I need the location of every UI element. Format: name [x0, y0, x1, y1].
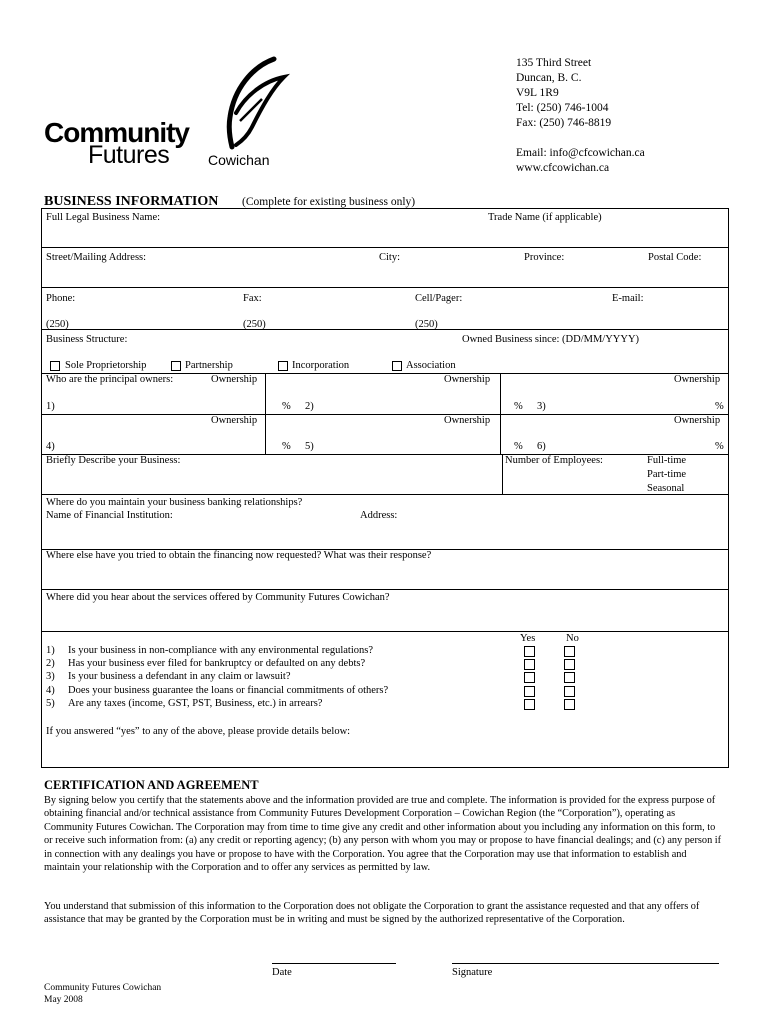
question-1-number: 1) — [46, 645, 55, 656]
question-3-no-checkbox[interactable] — [564, 672, 575, 683]
label-owners: Who are the principal owners: — [46, 374, 174, 385]
question-4-no-checkbox[interactable] — [564, 686, 575, 697]
owner-2-number: 2) — [305, 401, 314, 412]
question-2-no-checkbox[interactable] — [564, 659, 575, 670]
section-title: BUSINESS INFORMATION — [44, 194, 219, 209]
label-yes: Yes — [520, 633, 536, 644]
business-info-form — [41, 208, 729, 768]
logo-community: Community — [44, 117, 189, 148]
incorporation-checkbox[interactable] — [278, 361, 288, 371]
footer-date: May 2008 — [44, 995, 83, 1005]
question-5-yes-checkbox[interactable] — [524, 699, 535, 710]
address-email: Email: info@cfcowichan.ca — [516, 147, 645, 159]
address-postal: V9L 1R9 — [516, 87, 559, 99]
label-full-time: Full-time — [647, 455, 687, 466]
question-2-text: Has your business ever filed for bankruptcy or defaulted on any debts? — [68, 658, 366, 669]
label-hear: Where did you hear about the services offered by Community Futures Cowichan? — [46, 592, 390, 603]
feather-leaf-icon — [212, 55, 292, 150]
question-3-text: Is your business a defendant in any claim or lawsuit? — [68, 671, 291, 682]
label-cell: Cell/Pager: — [415, 293, 463, 304]
question-1-no-checkbox[interactable] — [564, 646, 575, 657]
address-city: Duncan, B. C. — [516, 72, 582, 84]
logo-futures: Futures — [88, 141, 170, 169]
question-4-text: Does your business guarantee the loans or financial commitments of others? — [68, 685, 389, 696]
label-postal: Postal Code: — [648, 252, 702, 263]
date-line[interactable] — [272, 963, 396, 964]
question-5-number: 5) — [46, 698, 55, 709]
question-5-no-checkbox[interactable] — [564, 699, 575, 710]
signature-label: Signature — [452, 967, 493, 978]
certification-paragraph-2 — [44, 900, 724, 927]
partnership-checkbox[interactable] — [171, 361, 181, 371]
certification-paragraph-1 — [44, 794, 724, 874]
certification-title: CERTIFICATION AND AGREEMENT — [44, 778, 259, 792]
question-2-yes-checkbox[interactable] — [524, 659, 535, 670]
certification-text-2: You understand that submission of this information to the Corporation does not obligate the Corporation to grant the assistance requested and that any offers of assistance that may be granted by the Corporation must be in writing and must be signed by the authorized representative of the Corporation. — [44, 901, 700, 926]
address-fax: Fax: (250) 746-8819 — [516, 117, 612, 129]
owner-1-number: 1) — [46, 401, 55, 412]
label-no: No — [566, 633, 579, 644]
label-employees: Number of Employees: — [505, 455, 603, 466]
certification-text-1: By signing below you certify that the statements above and the information provided are true and complete. The information is provided for the express purpose of obtaining financial and/or technical assistance from Community Futures Development Corporation – Cowichan Region (the “Corporation”), operating as Community Futures Cowichan. The Corporation may from time to time give any credit and other information about you including any information on this form, to or receive such information from: (a) any credit or reporting agency; (b) any person with whom you may or propose to have financial dealings; and (c) any person if in connection with any dealings you have or propose to have with the Corporation. You agree that the Corporation may use that information to establish and maintain your relationship with the Corporation and to offer any services as permitted by law. — [44, 795, 722, 874]
owner-3-number: 3) — [537, 401, 546, 412]
question-4-number: 4) — [46, 685, 55, 696]
question-3-number: 3) — [46, 671, 55, 682]
label-incorporation: Incorporation — [292, 360, 350, 371]
label-fax: Fax: — [243, 293, 262, 304]
label-trade-name: Trade Name (if applicable) — [488, 212, 602, 223]
owner-1-percent: % — [282, 401, 291, 412]
owner-4-ownership-label: Ownership — [211, 415, 258, 426]
section-subtitle: (Complete for existing business only) — [242, 196, 416, 208]
sole-proprietorship-checkbox[interactable] — [50, 361, 60, 371]
footer-org: Community Futures Cowichan — [44, 983, 162, 993]
date-label: Date — [272, 967, 292, 978]
address-tel: Tel: (250) 746-1004 — [516, 102, 609, 114]
owner-4-percent: % — [282, 441, 291, 452]
label-structure: Business Structure: — [46, 334, 128, 345]
cell-area-code: (250) — [415, 319, 438, 330]
label-street: Street/Mailing Address: — [46, 252, 147, 263]
label-partnership: Partnership — [185, 360, 233, 371]
label-banking: Where do you maintain your business banking relationships? — [46, 497, 303, 508]
owner-1-ownership-label: Ownership — [211, 374, 258, 385]
label-institution: Name of Financial Institution: — [46, 510, 173, 521]
address-street: 135 Third Street — [516, 57, 592, 69]
label-part-time: Part-time — [647, 469, 687, 480]
association-checkbox[interactable] — [392, 361, 402, 371]
label-phone: Phone: — [46, 293, 76, 304]
label-describe: Briefly Describe your Business: — [46, 455, 181, 466]
owner-3-percent: % — [715, 401, 724, 412]
label-address: Address: — [360, 510, 398, 521]
label-sole-proprietorship: Sole Proprietorship — [65, 360, 147, 371]
logo-cowichan: Cowichan — [208, 152, 270, 168]
address-block — [516, 56, 645, 176]
question-1-yes-checkbox[interactable] — [524, 646, 535, 657]
footer — [44, 982, 161, 1006]
question-2-number: 2) — [46, 658, 55, 669]
owner-3-ownership-label: Ownership — [674, 374, 721, 385]
owner-2-percent: % — [514, 401, 523, 412]
owner-6-number: 6) — [537, 441, 546, 452]
label-province: Province: — [524, 252, 565, 263]
question-3-yes-checkbox[interactable] — [524, 672, 535, 683]
label-city: City: — [379, 252, 401, 263]
owner-5-ownership-label: Ownership — [444, 415, 491, 426]
question-5-text: Are any taxes (income, GST, PST, Business, etc.) in arrears? — [68, 698, 323, 709]
owner-5-percent: % — [514, 441, 523, 452]
signature-line[interactable] — [452, 963, 719, 964]
phone-area-code: (250) — [46, 319, 69, 330]
owner-4-number: 4) — [46, 441, 55, 452]
owner-2-ownership-label: Ownership — [444, 374, 491, 385]
address-web: www.cfcowichan.ca — [516, 162, 610, 174]
owner-6-ownership-label: Ownership — [674, 415, 721, 426]
owner-6-percent: % — [715, 441, 724, 452]
label-owned-since: Owned Business since: (DD/MM/YYYY) — [462, 334, 640, 345]
question-1-text: Is your business in non-compliance with any environmental regulations? — [68, 645, 374, 656]
label-financing: Where else have you tried to obtain the financing now requested? What was their response? — [46, 550, 432, 561]
question-4-yes-checkbox[interactable] — [524, 686, 535, 697]
label-association: Association — [406, 360, 456, 371]
label-seasonal: Seasonal — [647, 483, 685, 494]
owner-5-number: 5) — [305, 441, 314, 452]
label-email: E-mail: — [612, 293, 644, 304]
label-legal-name: Full Legal Business Name: — [46, 212, 161, 223]
fax-area-code: (250) — [243, 319, 266, 330]
label-details: If you answered “yes” to any of the above, please provide details below: — [46, 726, 351, 737]
logo — [44, 55, 284, 170]
